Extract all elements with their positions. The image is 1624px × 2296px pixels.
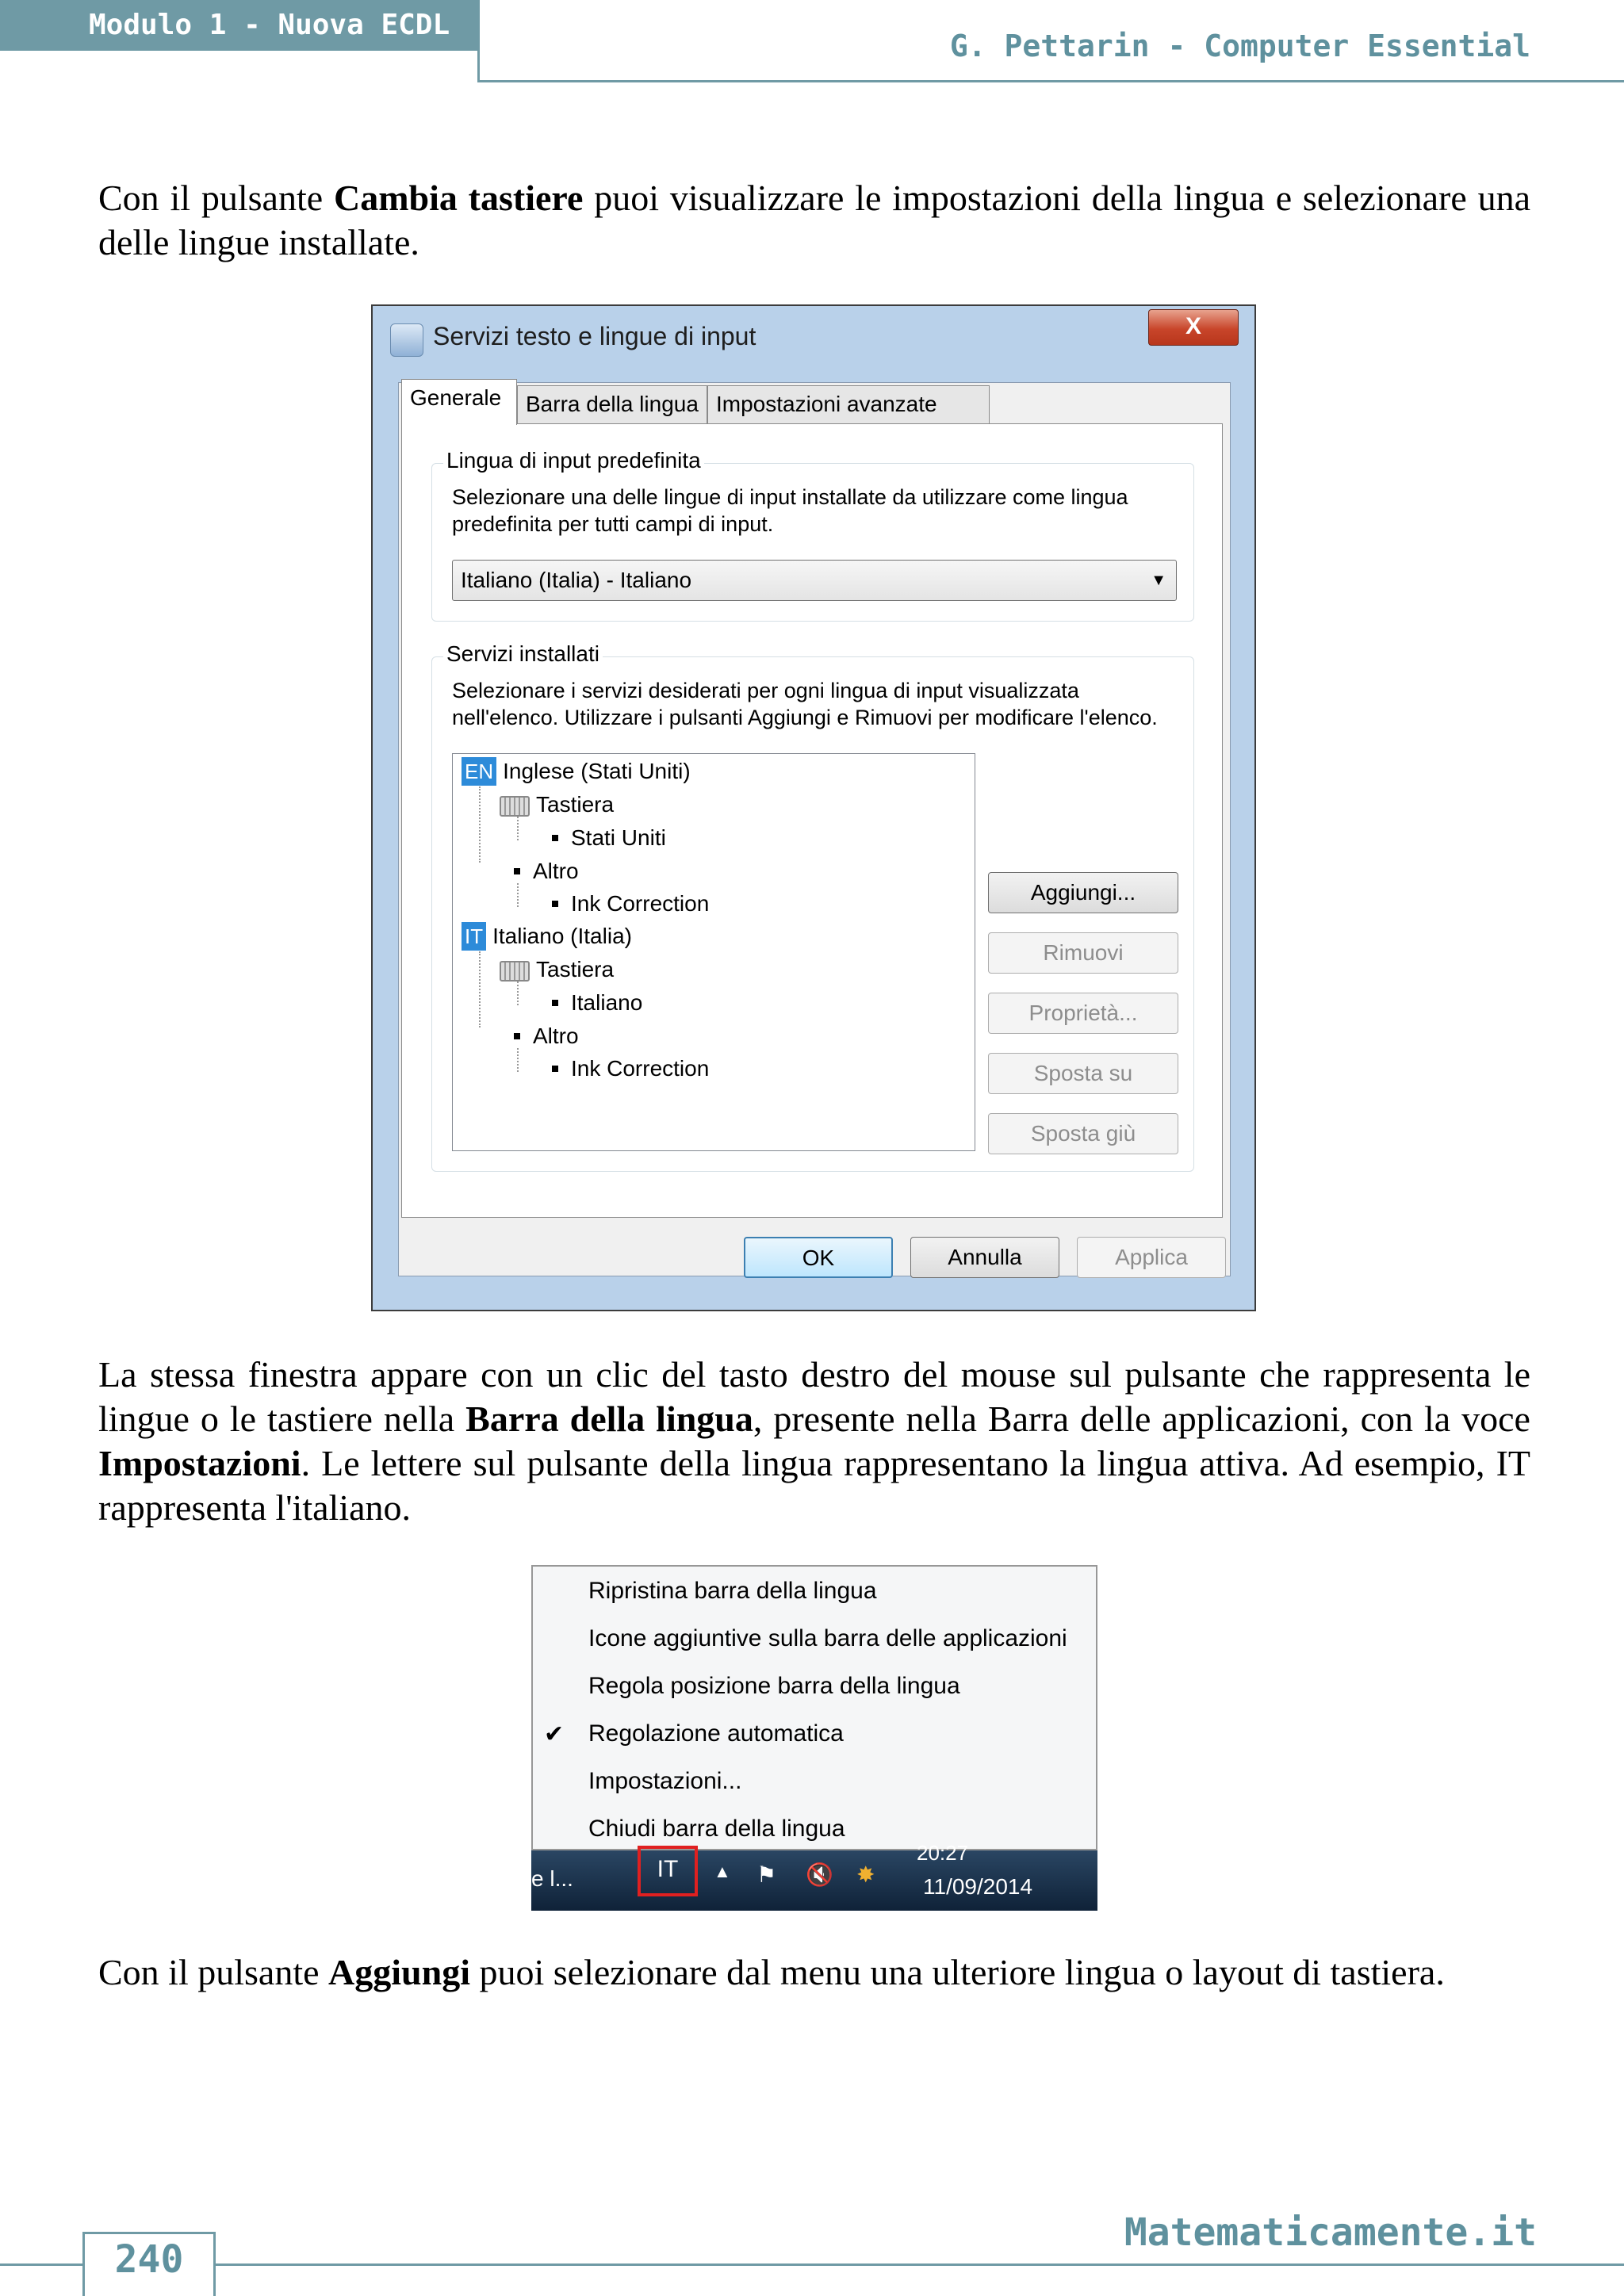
remove-button[interactable]: Rimuovi — [988, 932, 1178, 974]
tree-item-keyboard[interactable]: Tastiera — [500, 790, 614, 819]
tree-item-other[interactable]: Altro — [514, 857, 579, 886]
module-header: Modulo 1 - Nuova ECDL — [0, 0, 477, 51]
installed-services-desc-2: nell'elenco. Utilizzare i pulsanti Aggiungi e Rimuovi per modificare l'elenco. — [452, 706, 1158, 729]
bullet-icon — [552, 901, 558, 907]
menu-item-extra-icons[interactable]: Icone aggiuntive sulla barra delle applicazioni — [588, 1625, 1067, 1651]
menu-item-restore[interactable]: Ripristina barra della lingua — [588, 1578, 877, 1604]
tree-item-layout[interactable]: Stati Uniti — [552, 824, 666, 852]
tab-generale[interactable]: Generale — [401, 379, 517, 425]
default-language-value: Italiano (Italia) - Italiano — [461, 568, 692, 592]
tree-item-ink[interactable]: Ink Correction — [552, 1054, 709, 1083]
bold-aggiungi: Aggiungi — [328, 1952, 470, 1992]
keyboard-settings-icon — [390, 323, 423, 357]
tree-line — [479, 786, 481, 863]
language-indicator-button[interactable]: IT — [638, 1846, 698, 1896]
default-language-desc-1: Selezionare una delle lingue di input installate da utilizzare come lingua — [452, 485, 1128, 509]
tree-line — [517, 982, 519, 1005]
dialog-titlebar — [373, 306, 1254, 382]
cancel-button[interactable]: Annulla — [910, 1237, 1059, 1278]
paragraph-intro: Con il pulsante Cambia tastiere puoi visualizzare le impostazioni della lingua e selezionare una delle lingue installate. — [98, 178, 1531, 262]
menu-item-adjust-position[interactable]: Regola posizione barra della lingua — [588, 1673, 960, 1699]
header-rule-vertical — [477, 0, 480, 82]
default-language-group-title: Lingua di input predefinita — [443, 448, 704, 473]
language-bar-context-menu — [531, 1565, 1097, 1850]
default-language-desc-2: predefinita per tutti campi di input. — [452, 512, 774, 536]
installed-services-desc-1: Selezionare i servizi desiderati per ogni lingua di input visualizzata — [452, 679, 1079, 702]
clock-date[interactable]: 11/09/2014 — [923, 1874, 1033, 1899]
tree-line — [479, 951, 481, 1027]
tree-item-english[interactable]: EN Inglese (Stati Uniti) — [462, 757, 691, 786]
tree-item-keyboard[interactable]: Tastiera — [500, 955, 614, 984]
header-rule — [477, 80, 1624, 82]
menu-item-auto-adjust[interactable]: Regolazione automatica — [588, 1720, 844, 1747]
bold-barra-lingua: Barra della lingua — [465, 1399, 753, 1439]
tree-line — [517, 1048, 519, 1072]
keyboard-icon — [500, 796, 530, 817]
taskbar-app-label[interactable]: e l... — [531, 1866, 573, 1891]
menu-item-close[interactable]: Chiudi barra della lingua — [588, 1816, 845, 1842]
show-hidden-icons-icon[interactable]: ▲ — [714, 1862, 731, 1881]
flag-icon[interactable]: ⚑ — [756, 1862, 777, 1887]
bold-impostazioni: Impostazioni — [98, 1443, 301, 1483]
installed-services-group-title: Servizi installati — [443, 641, 603, 667]
tree-item-other[interactable]: Altro — [514, 1022, 579, 1050]
tree-item-italian[interactable]: IT Italiano (Italia) — [462, 922, 632, 951]
bold-cambia-tastiere: Cambia tastiere — [333, 178, 584, 218]
paragraph-language-bar: La stessa finestra appare con un clic del tasto destro del mouse sul pulsante che rappresenta le lingue o le tastiere nella Barra della lingua, presente nella Barra delle applicazioni, con la voce Impostazioni. Le lettere sul pulsante della lingua rappresentano la lingua attiva. Ad esempio, IT rappresenta l'italiano. — [98, 1354, 1530, 1528]
default-language-select[interactable] — [452, 560, 1177, 601]
bullet-icon — [552, 1066, 558, 1072]
add-button[interactable]: Aggiungi... — [988, 872, 1178, 913]
close-button[interactable]: X — [1148, 309, 1239, 346]
bullet-icon — [514, 1033, 520, 1039]
dialog-title: Servizi testo e lingue di input — [433, 322, 756, 350]
book-title: G. Pettarin - Computer Essential — [949, 29, 1530, 63]
tree-item-ink[interactable]: Ink Correction — [552, 890, 709, 918]
keyboard-icon — [500, 961, 530, 982]
menu-item-settings[interactable]: Impostazioni... — [588, 1768, 742, 1794]
network-icon[interactable]: ✸ — [856, 1862, 875, 1887]
bullet-icon — [552, 835, 558, 841]
page-number: 240 — [114, 2237, 184, 2282]
tab-impostazioni-avanzate[interactable]: Impostazioni avanzate — [707, 385, 990, 423]
move-up-button[interactable]: Sposta su — [988, 1053, 1178, 1094]
tab-barra-lingua[interactable]: Barra della lingua — [517, 385, 707, 423]
properties-button[interactable]: Proprietà... — [988, 993, 1178, 1034]
taskbar — [531, 1841, 1097, 1911]
apply-button[interactable]: Applica — [1077, 1237, 1226, 1278]
tree-line — [517, 817, 519, 840]
check-icon: ✔ — [544, 1721, 565, 1747]
chevron-down-icon: ▼ — [1151, 572, 1166, 589]
lang-badge-en: EN — [462, 757, 496, 786]
bullet-icon — [514, 868, 520, 874]
bullet-icon — [552, 1000, 558, 1006]
paragraph-add: Con il pulsante Aggiungi puoi selezionare dal menu una ulteriore lingua o layout di tastiera. — [98, 1952, 1445, 1992]
ok-button[interactable]: OK — [744, 1237, 893, 1278]
move-down-button[interactable]: Sposta giù — [988, 1113, 1178, 1154]
clock-time[interactable]: 20:27 — [917, 1841, 969, 1865]
site-name: Matematicamente.it — [1124, 2210, 1537, 2255]
speaker-muted-icon[interactable]: 🔇 — [806, 1862, 833, 1887]
tree-item-layout[interactable]: Italiano — [552, 989, 642, 1017]
footer-rule — [0, 2263, 1624, 2266]
lang-badge-it: IT — [462, 922, 486, 951]
tree-line — [517, 883, 519, 907]
